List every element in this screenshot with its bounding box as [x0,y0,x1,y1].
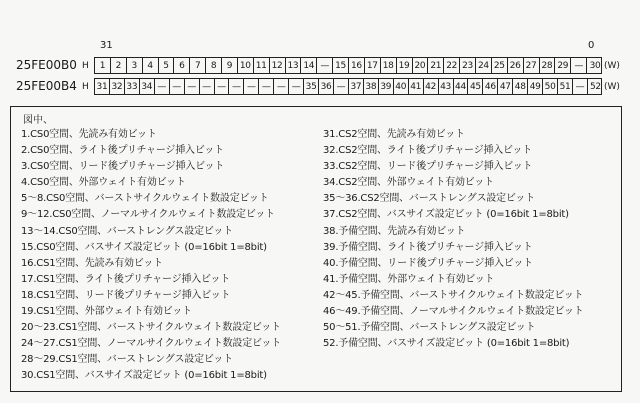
register-bit-cell: 8 [206,58,222,73]
legend-item: 16.CS1空間、先読み有効ビット [21,257,163,269]
register-bit-cell: 17 [365,58,381,73]
legend-item: 50〜51.予備空間、バーストレングス設定ビット [323,322,536,334]
legend-left-column [21,127,281,385]
register-bit-cell: 32 [110,79,125,94]
register-bit-cell: 46 [483,79,498,94]
register-bit-cell: 20 [413,58,429,73]
register-bit-cell: — [229,79,244,94]
register-bit-cell: — [274,79,289,94]
register-bit-cell: — [170,79,185,94]
register-bit-cell: 33 [125,79,140,94]
register-bit-cell: 24 [476,58,492,73]
register-bit-cell: 48 [513,79,528,94]
legend-item: 31.CS2空間、先読み有効ビット [323,129,465,140]
legend-item: 19.CS1空間、外部ウェイト有効ビット [21,306,192,318]
legend-item: 15.CS0空間、バスサイズ設定ビット (0=16bit 1=8bit) [21,241,267,253]
register-bit-cell: 3 [127,58,143,73]
register-bit-cell: — [334,79,349,94]
legend-item: 39.予備空間、ライト後プリチャージ挿入ビット [323,241,533,253]
legend-item: 3.CS0空間、リード後プリチャージ挿入ビット [21,161,225,173]
register-bit-cell: 47 [498,79,513,94]
register-bit-cell: 6 [174,58,190,73]
register-address-b4: 25FE00B4 [16,79,77,93]
legend-item: 40.予備空間、リード後プリチャージ挿入ビット [323,257,533,269]
register-bit-cell: 7 [190,58,206,73]
register-bit-cell: 30 [589,60,601,71]
register-bit-cell: — [317,58,333,73]
legend-item: 13〜14.CS0空間、バーストレングス設定ビット [21,225,233,237]
register-bit-cell: 49 [528,79,543,94]
legend-right-column [323,127,584,352]
legend-item: 9〜12.CS0空間、ノーマルサイクルウェイト数設定ビット [21,209,275,221]
legend-item: 4.CS0空間、外部ウェイト有効ビット [21,177,186,189]
register-bit-cell: 36 [319,79,334,94]
register-bit-cell: 13 [286,58,302,73]
register-bit-cell: 23 [460,58,476,73]
register-bit-cell: 10 [238,58,254,73]
register-bit-cell: — [185,79,200,94]
register-bit-cell: 26 [508,58,524,73]
register-bitfield-b0 [94,57,602,74]
register-bit-cell: 41 [409,79,424,94]
access-mode-b4: (W) [604,82,620,92]
register-bit-cell: 1 [95,58,111,73]
legend-item: 20〜23.CS1空間、バーストサイクルウェイト数設定ビット [21,322,281,334]
register-bit-cell: 35 [304,79,319,94]
register-bit-cell: 38 [364,79,379,94]
register-bit-cell: — [200,79,215,94]
register-bit-cell: 15 [333,58,349,73]
bit-31-label: 31 [100,40,113,51]
legend-item: 41.予備空間、外部ウェイト有効ビット [323,273,495,285]
register-bit-cell: 22 [444,58,460,73]
register-bit-cell: 18 [381,58,397,73]
register-bit-cell: 43 [439,79,454,94]
legend-item: 38.予備空間、先読み有効ビット [323,225,466,237]
register-bit-cell: 14 [301,58,317,73]
register-bit-cell: 25 [492,58,508,73]
register-bit-cell: 51 [558,79,573,94]
register-bit-cell: 52 [589,81,601,92]
register-bit-cell: 2 [111,58,127,73]
register-bit-cell: 40 [394,79,409,94]
legend-title: 図中、 [23,115,53,126]
register-bit-cell: 29 [555,58,571,73]
register-bit-cell: 19 [397,58,413,73]
register-address-b0: 25FE00B0 [16,58,77,72]
bit-0-label: 0 [588,40,595,51]
register-bit-cell: 11 [254,58,270,73]
hex-suffix-b0: H [82,61,89,71]
register-bit-cell: 21 [428,58,444,73]
legend-item: 1.CS0空間、先読み有効ビット [21,129,157,140]
register-bit-cell: 42 [424,79,439,94]
legend-item: 37.CS2空間、バスサイズ設定ビット (0=16bit 1=8bit) [323,209,569,221]
register-bit-cell: 28 [540,58,556,73]
legend-item: 52.予備空間、バスサイズ設定ビット (0=16bit 1=8bit) [323,338,570,350]
register-bit-cell: — [155,79,170,94]
legend-item: 46〜49.予備空間、ノーマルサイクルウェイト数設定ビット [323,306,584,318]
access-mode-b0: (W) [604,61,620,71]
legend-item: 35〜36.CS2空間、バーストレングス設定ビット [323,193,535,205]
legend-item: 32.CS2空間、ライト後プリチャージ挿入ビット [323,145,532,157]
register-bit-cell: — [571,58,587,73]
register-bit-cell: 12 [270,58,286,73]
legend-item: 34.CS2空間、外部ウェイト有効ビット [323,177,494,189]
hex-suffix-b4: H [82,82,89,92]
legend-item: 33.CS2空間、リード後プリチャージ挿入ビット [323,161,533,173]
legend-item: 5〜8.CS0空間、バーストサイクルウェイト数設定ビット [21,193,269,205]
register-bit-cell: — [259,79,274,94]
register-bit-cell: — [215,79,230,94]
legend-item: 28〜29.CS1空間、バーストレングス設定ビット [21,354,233,366]
legend-item: 17.CS1空間、ライト後プリチャージ挿入ビット [21,273,230,285]
legend-item: 24〜27.CS1空間、ノーマルサイクルウェイト数設定ビット [21,338,282,350]
register-bitfield-b4 [94,78,602,95]
register-bit-cell: 27 [524,58,540,73]
register-bit-cell: 44 [454,79,469,94]
register-bit-cell: 34 [140,79,155,94]
register-bit-cell: 16 [349,58,365,73]
register-bit-cell: 9 [222,58,238,73]
legend-item: 30.CS1空間、バスサイズ設定ビット (0=16bit 1=8bit) [21,370,267,382]
register-bit-cell: — [244,79,259,94]
legend-item: 18.CS1空間、リード後プリチャージ挿入ビット [21,289,231,301]
legend-box [10,106,622,392]
legend-item: 42〜45.予備空間、バーストサイクルウェイト数設定ビット [323,289,584,301]
register-bit-cell: 45 [468,79,483,94]
register-bit-cell: 39 [379,79,394,94]
register-bit-cell: 50 [543,79,558,94]
register-bit-cell: 4 [143,58,159,73]
legend-item: 2.CS0空間、ライト後プリチャージ挿入ビット [21,145,224,157]
register-bit-cell: — [573,79,588,94]
register-bit-cell: 37 [349,79,364,94]
register-bit-cell: — [289,79,304,94]
register-bit-cell: 31 [95,79,110,94]
register-bit-cell: 5 [159,58,175,73]
